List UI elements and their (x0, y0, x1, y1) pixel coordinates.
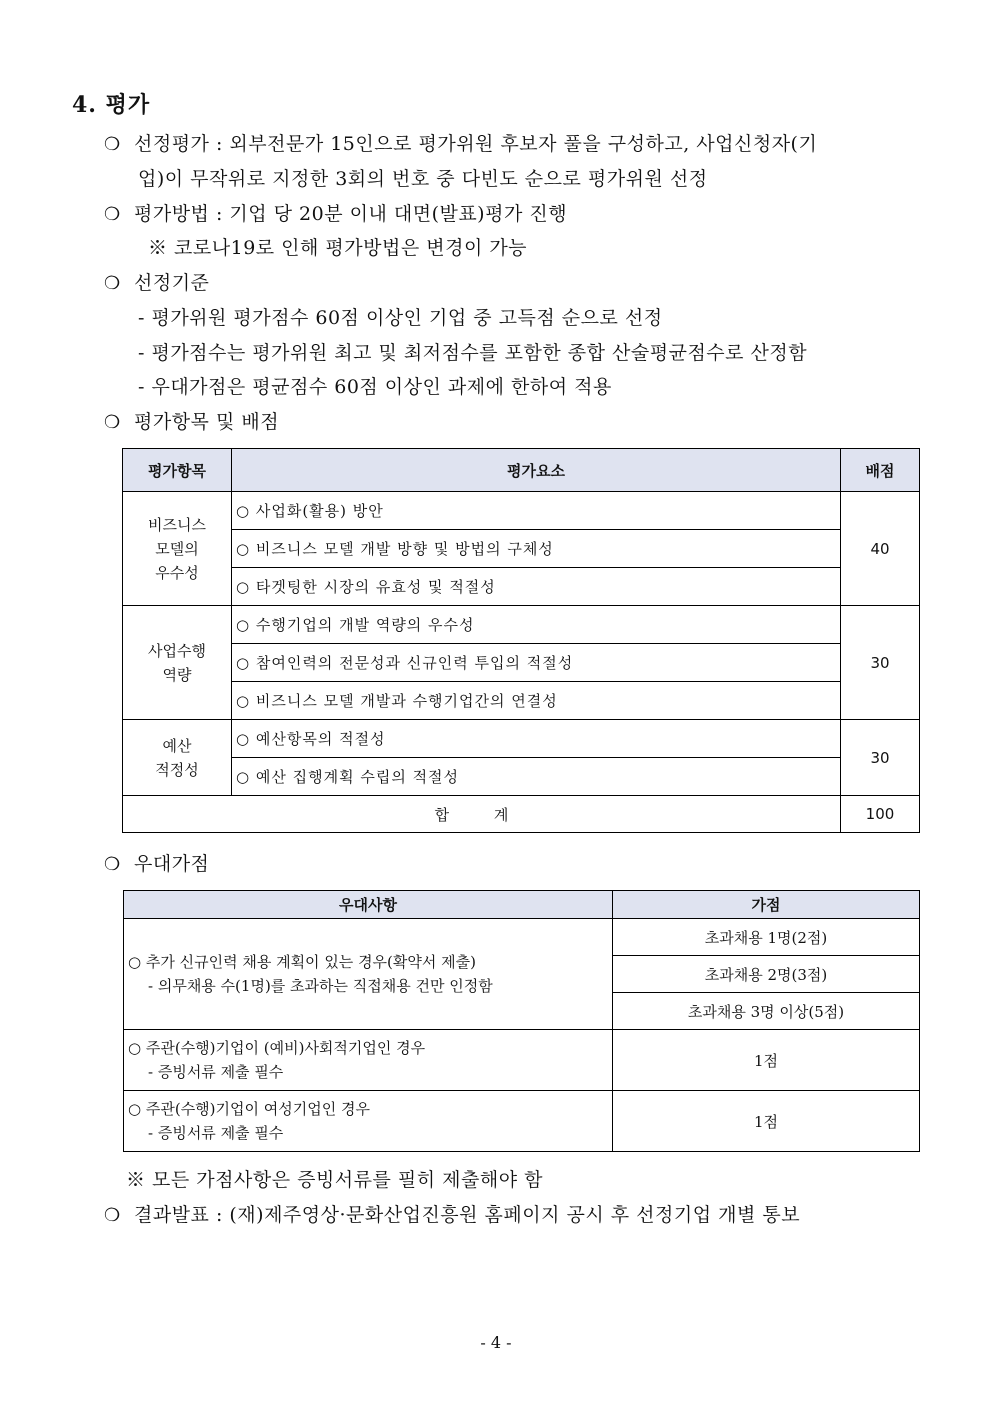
table-row (123, 530, 920, 568)
item-cell: ○ 수행기업의 개발 역량의 우수성 (232, 606, 841, 644)
page-number: - 4 - (480, 1333, 512, 1352)
paragraph-text: 평가항목 및 배점 (134, 411, 280, 433)
item-cell: ○ 참여인력의 전문성과 신규인력 투입의 적절성 (232, 644, 841, 682)
item-cell: ○ 예산 집행계획 수립의 적절성 (232, 758, 841, 796)
evaluation-table (122, 448, 920, 833)
points-cell: 초과채용 3명 이상(5점) (613, 993, 920, 1030)
item-cell: ○ 비즈니스 모델 개발과 수행기업간의 연결성 (232, 682, 841, 720)
table-header-row (124, 891, 920, 919)
table-row (124, 919, 920, 956)
paragraph-selection-line1 (104, 127, 920, 162)
category-cell (123, 720, 232, 796)
paragraph-eval-items (104, 405, 279, 440)
condition-subtext: - 의무채용 수(1명)를 초과하는 직접채용 건만 인정함 (148, 977, 493, 995)
bonus-note: ※ 모든 가점사항은 증빙서류를 필히 제출해야 함 (126, 1169, 543, 1191)
total-label: 합 계 (123, 796, 841, 833)
paragraph-text: 평가방법 : 기업 당 20분 이내 대면(발표)평가 진행 (134, 203, 568, 225)
condition-subtext: - 증빙서류 제출 필수 (148, 1063, 284, 1081)
table-row (123, 568, 920, 606)
header-cell: 평가항목 (123, 449, 232, 492)
total-score: 100 (841, 796, 920, 833)
score-cell: 30 (841, 606, 920, 720)
item-cell: ○ 예산항목의 적절성 (232, 720, 841, 758)
points-cell: 초과채용 2명(3점) (613, 956, 920, 993)
table-row (123, 644, 920, 682)
header-cell: 배점 (841, 449, 920, 492)
table-row (123, 682, 920, 720)
item-cell: ○ 타겟팅한 시장의 유효성 및 적절성 (232, 568, 841, 606)
table-row (123, 758, 920, 796)
header-cell: 가점 (613, 891, 920, 919)
condition-cell (124, 1030, 613, 1091)
bullet-icon: ❍ (104, 854, 121, 875)
category-line: 비즈니스 (148, 515, 206, 534)
table-row (123, 720, 920, 758)
paragraph-text: 선정평가 : 외부전문가 15인으로 평가위원 후보자 풀을 구성하고, 사업신청자(기 (134, 133, 818, 155)
paragraph-bonus (104, 847, 209, 882)
condition-subtext: - 증빙서류 제출 필수 (148, 1124, 284, 1142)
bullet-icon: ❍ (104, 1205, 121, 1226)
condition-cell (124, 1091, 613, 1152)
paragraph-text: 결과발표 : (재)제주영상·문화산업진흥원 홈페이지 공시 후 선정기업 개별 통보 (134, 1204, 801, 1226)
condition-text: ○ 주관(수행)기업이 (예비)사회적기업인 경우 (128, 1039, 426, 1057)
bullet-icon: ❍ (104, 273, 121, 294)
paragraph-method (104, 197, 567, 232)
bullet-icon: ❍ (104, 134, 121, 155)
paragraph-criteria (104, 266, 209, 301)
table-row (123, 606, 920, 644)
criteria-item: - 우대가점은 평균점수 60점 이상인 과제에 한하여 적용 (138, 376, 612, 398)
criteria-item: - 평가점수는 평가위원 최고 및 최저점수를 포함한 종합 산술평균점수로 산정함 (138, 342, 808, 364)
category-line: 역량 (162, 665, 192, 684)
table-row (124, 1091, 920, 1152)
bullet-icon: ❍ (104, 412, 121, 433)
header-cell: 우대사항 (124, 891, 613, 919)
category-line: 적정성 (155, 760, 199, 779)
paragraph-text: 우대가점 (134, 853, 210, 875)
table-row (123, 492, 920, 530)
condition-text: ○ 추가 신규인력 채용 계획이 있는 경우(확약서 제출) (128, 953, 476, 971)
category-line: 우수성 (155, 563, 199, 582)
method-note: ※ 코로나19로 인해 평가방법은 변경이 가능 (148, 237, 528, 259)
category-cell (123, 606, 232, 720)
item-cell: ○ 사업화(활용) 방안 (232, 492, 841, 530)
paragraph-text: 선정기준 (134, 272, 210, 294)
condition-text: ○ 주관(수행)기업이 여성기업인 경우 (128, 1100, 370, 1118)
category-line: 모델의 (155, 539, 199, 558)
bullet-icon: ❍ (104, 204, 121, 225)
bonus-table (123, 890, 920, 1152)
category-cell (123, 492, 232, 606)
points-cell: 1점 (613, 1030, 920, 1091)
section-heading: 4. 평가 (72, 92, 151, 118)
points-cell: 1점 (613, 1091, 920, 1152)
table-row (124, 1030, 920, 1091)
header-cell: 평가요소 (232, 449, 841, 492)
points-cell: 초과채용 1명(2점) (613, 919, 920, 956)
category-line: 예산 (162, 736, 192, 755)
condition-cell (124, 919, 613, 1030)
item-cell: ○ 비즈니스 모델 개발 방향 및 방법의 구체성 (232, 530, 841, 568)
table-header-row (123, 449, 920, 492)
paragraph-results (104, 1198, 800, 1233)
paragraph-selection-line2: 업)이 무작위로 지정한 3회의 번호 중 다빈도 순으로 평가위원 선정 (138, 168, 708, 190)
score-cell: 40 (841, 492, 920, 606)
total-row (123, 796, 920, 833)
score-cell: 30 (841, 720, 920, 796)
criteria-item: - 평가위원 평가점수 60점 이상인 기업 중 고득점 순으로 선정 (138, 307, 663, 329)
category-line: 사업수행 (148, 641, 206, 660)
